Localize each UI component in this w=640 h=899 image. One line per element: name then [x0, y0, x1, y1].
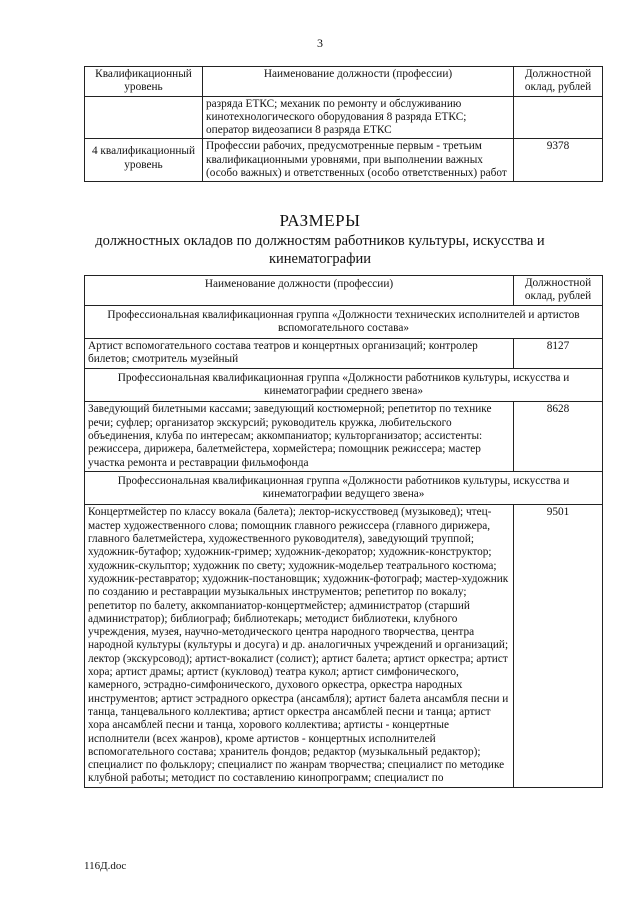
- table-row: [85, 505, 603, 787]
- header-position-name: Наименование должности (профессии): [203, 67, 514, 97]
- page-number: 3: [317, 36, 323, 50]
- table-row: [85, 402, 603, 471]
- table-row: [85, 339, 603, 369]
- table-row: [85, 139, 603, 182]
- salary-cell: 8127: [514, 339, 603, 369]
- header-salary: Должностной оклад, рублей: [514, 276, 603, 306]
- section-subtitle: должностных окладов по должностям работников культуры, искусства и кинематографии: [95, 233, 545, 267]
- salary-table: [84, 275, 603, 788]
- qualification-group-title: Профессиональная квалификационная группа «Должности работников культуры, искусства и кинематографии среднего звена»: [85, 368, 603, 402]
- positions-cell: разряда ЕТКС; механик по ремонту и обслуживанию кинотехнологического оборудования 8 разряда ЕТКС; оператор видеозаписи 8 разряда ЕТКС: [203, 96, 514, 139]
- salary-cell: 9501: [514, 505, 603, 787]
- header-salary: Должностной оклад, рублей: [514, 67, 603, 97]
- salary-cell: [514, 96, 603, 139]
- qualification-group-row: [85, 305, 603, 339]
- header-qualification-level: Квалификационный уровень: [85, 67, 203, 97]
- table-header-row: [85, 276, 603, 306]
- qualification-group-title: Профессиональная квалификационная группа «Должности работников культуры, искусства и кинематографии ведущего звена»: [85, 471, 603, 505]
- section-title: РАЗМЕРЫ: [279, 211, 361, 230]
- table-row: [85, 96, 603, 139]
- document-filename: 116Д.doc: [84, 860, 127, 872]
- header-position-name: Наименование должности (профессии): [85, 276, 514, 306]
- qualification-group-row: [85, 368, 603, 402]
- positions-cell: Профессии рабочих, предусмотренные первым - третьим квалификационными уровнями, при выполнении важных (особо важных) и ответственных (особо ответственных) работ: [203, 139, 514, 182]
- salary-cell: 8628: [514, 402, 603, 471]
- qualification-level-cell: 4 квалификационный уровень: [85, 139, 203, 182]
- table-header-row: [85, 67, 603, 97]
- salary-cell: 9378: [514, 139, 603, 182]
- qualification-group-row: [85, 471, 603, 505]
- positions-cell: Артист вспомогательного состава театров и концертных организаций; контролер билетов; смотритель музейный: [85, 339, 514, 369]
- qualification-level-cell: [85, 96, 203, 139]
- qualification-levels-table: [84, 66, 603, 182]
- positions-cell: Заведующий билетными кассами; заведующий костюмерной; репетитор по технике речи; суфлер; организатор экскурсий; руководитель кружка, любительского объединения, клуба по интересам; аккомпаниатор; культорганизатор; ассистенты: режиссера, дирижера, балетмейстера, хормейстера; помощник режиссера; мастер участка ремонта и реставрации фильмофонда: [85, 402, 514, 471]
- qualification-group-title: Профессиональная квалификационная группа «Должности технических исполнителей и артистов вспомогательного состава»: [85, 305, 603, 339]
- positions-cell: Концертмейстер по классу вокала (балета); лектор-искусствовед (музыковед); чтец-мастер художественного слова; помощник главного режиссера (главного дирижера, главного балетмейстера, художественного руководителя), заведующий труппой; художник-бутафор; художник-гример; художник-декоратор; художник-конструктор; художник-скульптор; художник по свету; художник-модельер театрального костюма; художник-реставратор; художник-постановщик; художник-фотограф; мастер-художник по созданию и реставрации музыкальных инструментов; репетитор по вокалу; репетитор по балету, аккомпаниатор-концертмейстер; администратор (старший администратор); библиограф; библиотекарь; методист библиотеки, клубного учреждения, музея, научно-методического центра народного творчества, центра народной культуры (культуры и досуга) и др. аналогичных учреждений и организаций; лектор (экскурсовод); артист-вокалист (солист); артист балета; артист оркестра; артист хора; артист драмы; артист (кукловод) театра кукол; артист симфонического, камерного, эстрадно-симфонического, духового оркестра, оркестра народных инструментов; артист эстрадного оркестра (ансамбля); артист балета ансамбля песни и танца, танцевального коллектива; артист оркестра ансамблей песни и танца; артист хора ансамблей песни и танца, хорового коллектива; артисты - концертные исполнители (всех жанров), кроме артистов - концертных исполнителей вспомогательного состава; хранитель фондов; редактор (музыкальный редактор); специалист по фольклору; специалист по жанрам творчества; специалист по методике клубной работы; методист по составлению кинопрограмм; специалист по: [85, 505, 514, 787]
